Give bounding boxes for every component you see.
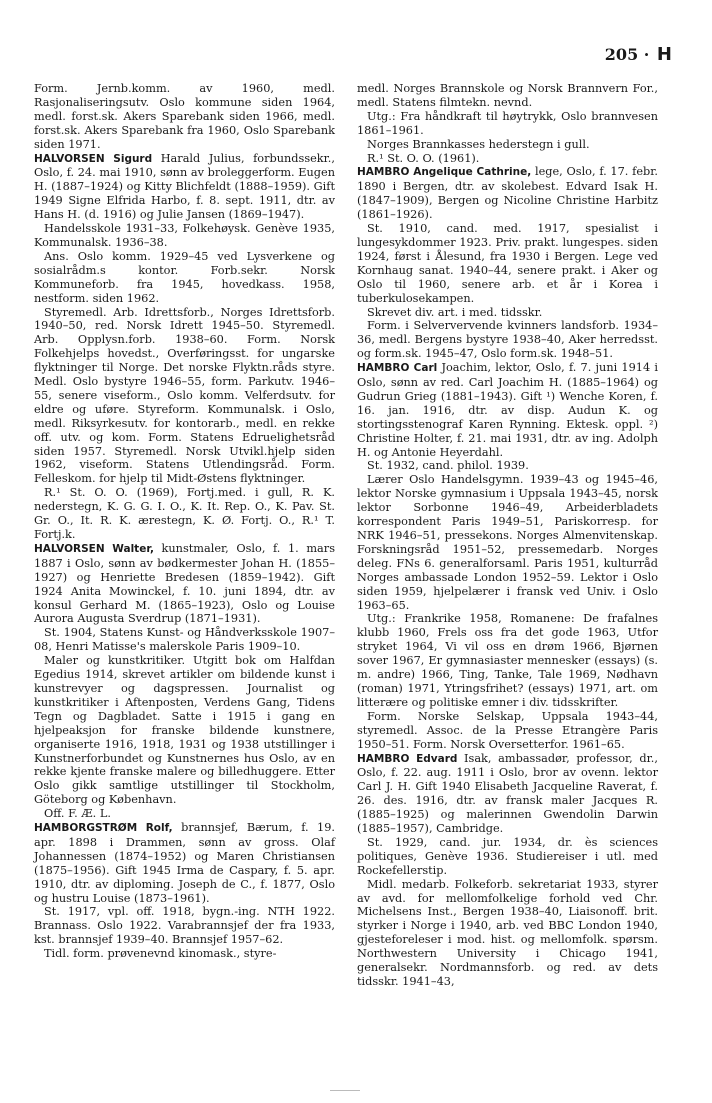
text-paragraph: [34, 947, 335, 961]
text-paragraph: [34, 654, 335, 807]
entry-text: Isak, ambassadør, professor, dr., Oslo, f. 22. aug. 1911 i Oslo, bror av ovenn. lektor Carl J. H. Gift 1940 Elisabeth Jacqueline Raverat, f. 26. des. 1916, dtr. av fransk maler Jacques R. (1885–1925) og malerinnen Gwendolin Darwin (1885–1957), Cambridge.: [357, 751, 658, 836]
entry-text: Handelsskole 1931–33, Folkehøysk. Genève 1935, Kommunalsk. 1936–38.: [34, 222, 335, 249]
entry-text: medl. Norges Brannskole og Norsk Brannvern For., medl. Statens filmtekn. nevnd.: [357, 82, 658, 109]
entry-text: Joachim, lektor, Oslo, f. 7. juni 1914 i Oslo, sønn av red. Carl Joachim H. (1885–1964) og Gudrun Grieg (1881–1943). Gift ¹) Wenche Koren, f. 16. jan. 1916, dtr. av disp. Audun K. og stortingsstenograf Karen Rynning. Ektesk. oppl. ²) Christine Holter, f. 21. mai 1931, dtr. av ing. Adolph H. og Antonie Heyerdahl.: [357, 361, 658, 459]
entry-text: Skrevet div. art. i med. tidsskr.: [367, 305, 543, 319]
text-paragraph: [357, 836, 658, 878]
entry-text: Form. Jernb.komm. av 1960, medl. Rasjonaliseringsutv. Oslo kommune siden 1964, medl. forst.sk. Akers Sparebank siden 1966, medl. forst.sk. Akers Sparebank fra 1960, Oslo Sparebank siden 1971.: [34, 82, 335, 151]
entry-text: Ans. Oslo komm. 1929–45 ved Lysverkene og sosialrådm.s kontor. Forb.sekr. Norsk Kommuneforb. fra 1945, hovedkass. 1958, nestform. siden 1962.: [34, 249, 335, 305]
entry-text: Styremedl. Arb. Idrettsforb., Norges Idrettsforb. 1940–50, red. Norsk Idrett 1945–50. Styremedl. Arb. Opplysn.forb. 1938–60. Form. Norsk Folkehjelps hovedst., Overføringsst. for ungarske flyktninger til Norge. Det norske Flyktn.råds styre. Medl. Oslo bystyre 1946–55, form. Parkutv. 1946–55, senere viseform., Oslo komm. Velferdsutv. for eldre og uføre. Styreform. Kommunalsk. i Oslo, medl. Riksyrkesutv. for kontorarb., medl. en rekke off. utv. og kom. Form. Statens Edruelighetsråd siden 1957. Styremedl. Norsk Utvikl.hjelp siden 1962, viseform. Statens Utlendingsråd. Form. Felleskom. for hjelp til Midt-Østens flyktninger.: [34, 305, 335, 486]
text-paragraph: [357, 459, 658, 473]
entry-text: Lærer Oslo Handelsgymn. 1939–43 og 1945–46, lektor Norske gymnasium i Uppsala 1943–45, norsk lektor Sorbonne 1946–49, Arbeiderbladets korrespondent Paris 1949–51, Pariskorresp. for NRK 1946–51, pressekons. Norges Almenvitenskap. Forskningsråd 1951–52, pressemedarb. Norges deleg. FNs 6. generalforsaml. Paris 1951, kulturråd Norges ambassade London 1952–59. Lektor i Oslo siden 1959, hjelpelærer i fransk ved Univ. i Oslo 1963–65.: [357, 473, 658, 612]
entry-headword: HAMBRO Angelique Cathrine,: [357, 166, 532, 179]
entry-text: brannsjef, Bærum, f. 19. apr. 1898 i Drammen, sønn av gross. Olaf Johannessen (1874–1952) og Maren Christiansen (1875–1956). Gift 1945 Irma de Caspary, f. 5. apr. 1910, dtr. av diploming. Joseph de C., f. 1877, Oslo og hustru Louise (1873–1961).: [34, 821, 336, 905]
entry-text: lege, Oslo, f. 17. febr. 1890 i Bergen, dtr. av skolebest. Edvard Isak H. (1847–1909), Bergen og Nicoline Christine Harbitz (1861–1926).: [357, 165, 658, 222]
entry-headword: HAMBORGSTRØM Rolf,: [34, 822, 173, 835]
text-paragraph: [357, 319, 658, 361]
entry-text: R.¹ St. O. O. (1961).: [367, 151, 480, 165]
entry-paragraph: [34, 821, 335, 905]
text-paragraph: [34, 82, 335, 152]
right-column: [357, 82, 658, 989]
entry-text: St. 1910, cand. med. 1917, spesialist i lungesykdommer 1923. Priv. prakt. lungespes. siden 1924, først i Ålesund, fra 1930 i Bergen. Lege ved Kornhaug sanat. 1940–44, senere prakt. i Aker og Oslo til 1960, senere arb. et år i Korea i tuberkulosekampen.: [357, 222, 658, 305]
text-paragraph: [34, 807, 335, 821]
text-paragraph: [357, 710, 658, 752]
entry-paragraph: [34, 542, 335, 626]
entry-text: kunstmaler, Oslo, f. 1. mars 1887 i Oslo, sønn av bødkermester Johan H. (1855–1927) og Henriette Bredesen (1859–1942). Gift 1924 Anita Mowinckel, f. 10. juni 1894, dtr. av konsul Gerhard M. (1865–1923), Oslo og Louise Aurora Augusta Sverdrup (1871–1931).: [34, 541, 335, 626]
text-paragraph: [357, 110, 658, 138]
text-paragraph: [34, 250, 335, 306]
entry-text: Off. F. Æ. L.: [44, 807, 111, 821]
entry-text: St. 1932, cand. philol. 1939.: [367, 459, 529, 473]
entry-paragraph: [357, 361, 658, 459]
entry-paragraph: [34, 152, 335, 223]
entry-text: St. 1904, Statens Kunst- og Håndverksskole 1907–08, Henri Matisse's malerskole Paris 1909–10.: [34, 626, 335, 654]
text-paragraph: [357, 878, 658, 989]
text-paragraph: [34, 626, 335, 654]
page-bottom-mark: [330, 1090, 360, 1091]
text-paragraph: [34, 222, 335, 250]
entry-text: Maler og kunstkritiker. Utgitt bok om Halfdan Egedius 1914, skrevet artikler om bildende kunst i kunstrevyer og dagspressen. Journalist og kunstkritiker i Aftenposten, Verdens Gang, Tidens Tegn og Dagbladet. Satte i 1915 i gang en hjelpeaksjon for franske bildende kunstnere, organiserte 1916, 1918, 1931 og 1938 utstillinger i Kunstnerforbundet og Kunstnernes hus Oslo, av en rekke kjente franske malere og billedhuggere. Etter Oslo gikk samtlige utstillinger til Stockholm, Göteborg og København.: [34, 654, 335, 807]
entry-text: Midl. medarb. Folkeforb. sekretariat 1933, styrer av avd. for mellomfolkelige forhold ved Chr. Michelsens Inst., Bergen 1938–40, Liaisonoff. brit. styrker i Norge i 1940, arb. ved BBC London 1940, gjesteforeleser i mod. hist. og mellomfolk. spørsm. Northwestern University i Chicago 1941, generalsekr. Nordmannsforb. og red. av dets tidsskr. 1941–43,: [357, 877, 658, 988]
entry-text: Norges Brannkasses hederstegn i gull.: [367, 137, 590, 151]
text-paragraph: [357, 152, 658, 166]
text-paragraph: [357, 82, 658, 110]
page-number: 205 ·: [604, 45, 650, 64]
entry-headword: HAMBRO Edvard: [357, 752, 458, 765]
entry-text: St. 1917, vpl. off. 1918, bygn.-ing. NTH 1922. Brannass. Oslo 1922. Varabrannsjef der fra 1933, kst. brannsjef 1939–40. Brannsjef 1957–62.: [34, 905, 335, 947]
text-paragraph: [357, 612, 658, 709]
entry-text: Utg.: Fra håndkraft til høytrykk, Oslo brannvesen 1861–1961.: [357, 109, 658, 137]
entry-text: Tidl. form. prøvenevnd kinomask., styre-: [44, 947, 277, 961]
text-paragraph: [34, 306, 335, 487]
entry-text: Form. Norske Selskap, Uppsala 1943–44, styremedl. Assoc. de la Presse Etrangère Paris 1950–51. Form. Norsk Oversetterfor. 1961–65.: [357, 709, 658, 751]
entry-headword: HAMBRO Carl: [357, 362, 438, 375]
entry-text: Form. i Selververvende kvinners landsforb. 1934–36, medl. Bergens bystyre 1938–40, Aker herredsst. og form.sk. 1945–47, Oslo form.sk. 1948–51.: [357, 319, 658, 361]
entry-headword: HALVORSEN Walter,: [34, 542, 154, 555]
entry-paragraph: [357, 165, 658, 222]
entry-text: St. 1929, cand. jur. 1934, dr. ès sciences politiques, Genève 1936. Studiereiser i utl. med Rockefellerstip.: [357, 835, 658, 877]
text-paragraph: [357, 473, 658, 612]
page-header: [605, 44, 672, 65]
entry-paragraph: [357, 752, 658, 836]
text-paragraph: [357, 306, 658, 320]
text-paragraph: [34, 905, 335, 947]
section-letter: H: [656, 44, 672, 65]
entry-text: R.¹ St. O. O. (1969), Fortj.med. i gull, R. K. nederstegn, K. G. G. I. O., K. It. Rep. O., K. Pav. St. Gr. O., It. R. K. ærestegn, K. Ø. Fortj. O., R.¹ T. Fortj.k.: [34, 486, 335, 541]
entry-text: Harald Julius, forbundssekr., Oslo, f. 24. mai 1910, sønn av broleggerform. Eugen H. (1887–1924) og Kitty Blichfeldt (1888–1959). Gift 1949 Signe Elfrida Harbo, f. 8. sept. 1911, dtr. av Hans H. (d. 1916) og Julie Jansen (1869–1947).: [34, 151, 335, 222]
text-paragraph: [34, 486, 335, 542]
entry-headword: HALVORSEN Sigurd: [34, 152, 153, 165]
entry-text: Utg.: Frankrike 1958, Romanene: De frafalnes klubb 1960, Frels oss fra det gode 1963, Utfor stryket 1964, Vi vil oss en drøm 1966, Bjørnen sover 1967, Er gymnasiaster mennesker (essays) (s. m. andre) 1966, Ting, Tanke, Tale 1969, Nødhavn (roman) 1971, Ytringsfrihet? (essays) 1971, art. om litterære og politiske emner i div. tidsskrifter.: [357, 612, 658, 709]
text-paragraph: [357, 138, 658, 152]
text-paragraph: [357, 222, 658, 305]
left-column: [34, 82, 335, 961]
